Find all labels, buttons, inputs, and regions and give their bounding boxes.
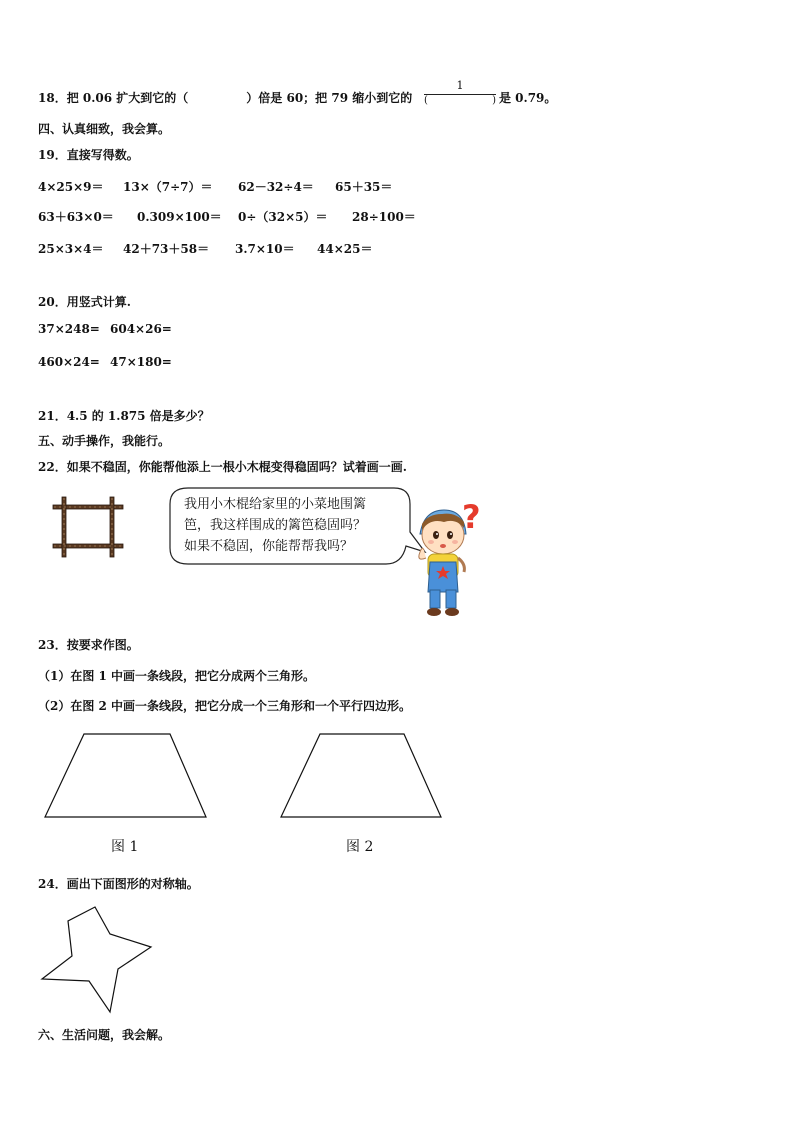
fraction-numerator: 1 bbox=[456, 79, 464, 92]
q19-r3c3: 3.7×10＝ bbox=[235, 242, 295, 256]
q20-r2c1: 460×24= bbox=[38, 355, 100, 369]
q19-r3c1: 25×3×4＝ bbox=[38, 242, 104, 256]
bubble-line-2: 笆，我这样围成的篱笆稳固吗？ bbox=[184, 518, 367, 533]
fraction-den-close: ) bbox=[492, 95, 496, 106]
bubble-line-3: 如果不稳固，你能帮帮我吗？ bbox=[184, 539, 354, 554]
six-pointed-star-figure[interactable] bbox=[38, 904, 156, 1016]
q19-r1c3: 62－32÷4＝ bbox=[238, 180, 314, 194]
q23-item2: （2）在图 2 中画一条线段，把它分成一个三角形和一个平行四边形。 bbox=[38, 699, 412, 713]
q18-prefix: 18．把 0.06 扩大到它的（ bbox=[38, 91, 189, 105]
q19-r1c2: 13×（7÷7）＝ bbox=[123, 180, 213, 194]
q19-r2c4: 28÷100＝ bbox=[352, 210, 416, 224]
trapezoid-figure-1[interactable] bbox=[40, 730, 212, 822]
trapezoid-figure-2[interactable] bbox=[276, 730, 448, 822]
stick-fence-figure[interactable] bbox=[50, 496, 126, 558]
q24-title: 24．画出下面图形的对称轴。 bbox=[38, 877, 199, 891]
fraction-denominator[interactable] bbox=[424, 95, 496, 106]
q19-r1c1: 4×25×9＝ bbox=[38, 180, 104, 194]
q19-title: 19．直接写得数。 bbox=[38, 148, 139, 162]
q19-r2c3: 0÷（32×5）＝ bbox=[238, 210, 328, 224]
q23-title: 23．按要求作图。 bbox=[38, 638, 139, 652]
speech-bubble-text bbox=[184, 494, 366, 557]
q19-r2c2: 0.309×100＝ bbox=[137, 210, 222, 224]
q20-r1c1: 37×248= bbox=[38, 322, 100, 336]
wooden-sticks bbox=[53, 497, 123, 557]
q23-item1: （1）在图 1 中画一条线段，把它分成两个三角形。 bbox=[38, 669, 316, 683]
q20-r2c2: 47×180= bbox=[110, 355, 172, 369]
figure-1-label: 图 1 bbox=[111, 839, 139, 855]
q19-r2c1: 63＋63×0＝ bbox=[38, 210, 114, 224]
q18-middle: ）倍是 60；把 79 缩小到它的 bbox=[246, 91, 413, 105]
q19-r3c4: 44×25＝ bbox=[317, 242, 373, 256]
q19-r3c2: 42＋73＋58＝ bbox=[123, 242, 210, 256]
section-6-heading: 六、生活问题，我会解。 bbox=[38, 1028, 171, 1042]
section-5-heading: 五、动手操作，我能行。 bbox=[38, 434, 171, 448]
q19-r1c4: 65＋35＝ bbox=[335, 180, 393, 194]
q22-title: 22．如果不稳固，你能帮他添上一根小木棍变得稳固吗？试着画一画. bbox=[38, 460, 407, 474]
q20-title: 20．用竖式计算. bbox=[38, 295, 131, 309]
q18-line bbox=[38, 89, 412, 106]
q21-text: 21．4.5 的 1.875 倍是多少？ bbox=[38, 409, 210, 423]
q18-fraction bbox=[424, 79, 496, 109]
q20-r1c2: 604×26= bbox=[110, 322, 172, 336]
bubble-line-1: 我用小木棍给家里的小菜地围篱 bbox=[184, 497, 367, 512]
question-mark-icon: ? bbox=[462, 498, 481, 536]
fraction-den-open: ( bbox=[424, 95, 428, 106]
figure-2-label: 图 2 bbox=[346, 839, 374, 855]
q18-suffix: 是 0.79。 bbox=[499, 91, 557, 105]
section-4-heading: 四、认真细致，我会算。 bbox=[38, 122, 171, 136]
